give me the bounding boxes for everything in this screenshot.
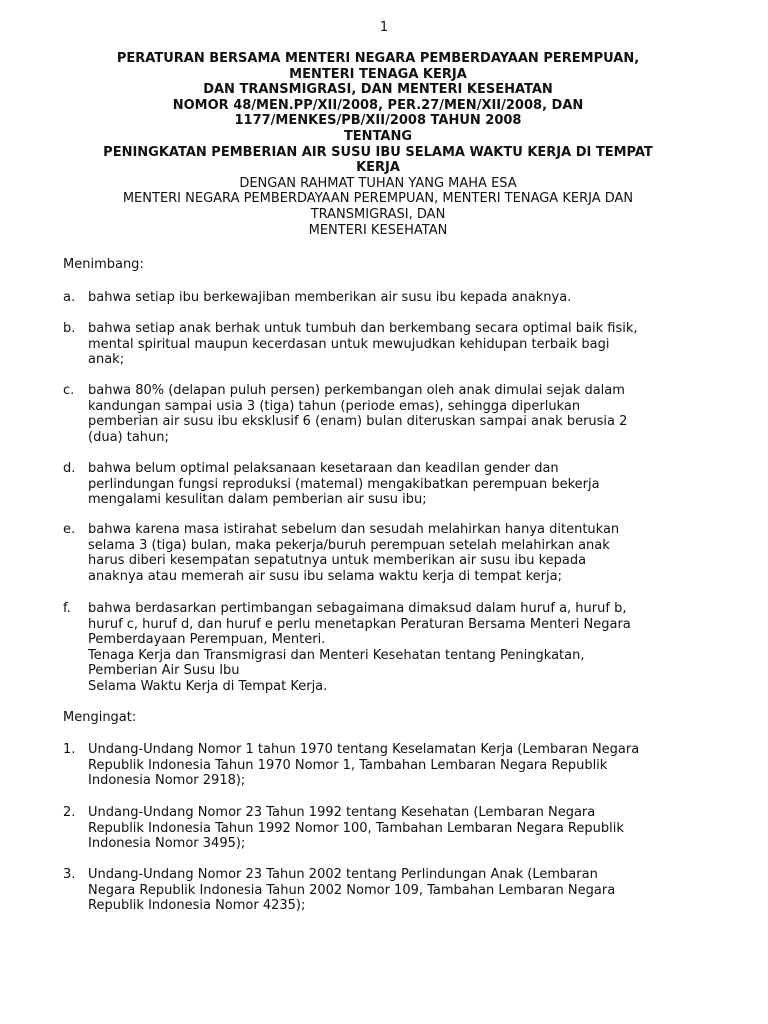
item-text: bahwa setiap anak berhak untuk tumbuh dan berkembang secara optimal baik fisik, mental spiritual maupun kecerdasan untuk mewujudkan kehidupan terbaik bagi anak; [88,321,638,368]
menimbang-item [63,601,703,695]
menimbang-item [63,383,703,445]
item-marker: d. [63,461,76,476]
page-number: 1 [379,20,389,35]
item-text: Undang-Undang Nomor 23 Tahun 2002 tentang Perlindungan Anak (Lembaran Negara Republik Indonesia Tahun 2002 Nomor 109, Tambahan Lembaran Negara Republik Indonesia Nomor 4235); [88,867,616,914]
item-marker: e. [63,522,76,537]
preamble-line: DENGAN RAHMAT TUHAN YANG MAHA ESA [239,175,517,191]
mengingat-label: Mengingat: [63,710,137,725]
title-line: NOMOR 48/MEN.PP/XII/2008, PER.27/MEN/XII/2008, DAN [172,97,584,113]
menimbang-item [63,461,703,508]
mengingat-item [63,742,703,789]
preamble-line: MENTERI KESEHATAN [308,222,448,238]
item-marker: 3. [63,867,76,882]
menimbang-item [63,290,703,306]
document-header [60,51,696,238]
item-marker: c. [63,383,75,398]
item-text: bahwa 80% (delapan puluh persen) perkembangan oleh anak dimulai sejak dalam kandungan sampai usia 3 (tiga) tahun (periode emas), sehingga diperlukan pemberian air susu ibu eksklusif 6 (enam) bulan diteruskan sampai anak berusia 2 (dua) tahun; [88,383,628,445]
title-line: TENTANG [343,128,413,144]
title-line: PENINGKATAN PEMBERIAN AIR SUSU IBU SELAMA WAKTU KERJA DI TEMPAT [103,144,653,160]
title-line: MENTERI TENAGA KERJA [289,66,467,82]
title-line: PERATURAN BERSAMA MENTERI NEGARA PEMBERDAYAAN PEREMPUAN, [116,51,640,66]
item-text: bahwa berdasarkan pertimbangan sebagaimana dimaksud dalam huruf a, huruf b, huruf c, huruf d, dan huruf e perlu menetapkan Peraturan Bersama Menteri Negara Pemberdayaan Perempuan, Menteri. Tenaga Kerja dan Transmigrasi dan Menteri Kesehatan tentang Peningkatan, Pemberian Air Susu Ibu Selama Waktu Kerja di Tempat Kerja. [88,601,631,694]
title-line: 1177/MENKES/PB/XII/2008 TAHUN 2008 [234,113,522,129]
title-line: DAN TRANSMIGRASI, DAN MENTERI KESEHATAN [203,82,553,98]
item-marker: 1. [63,742,76,757]
item-text: Undang-Undang Nomor 1 tahun 1970 tentang Keselamatan Kerja (Lembaran Negara Republik Indonesia Tahun 1970 Nomor 1, Tambahan Lembaran Negara Republik Indonesia Nomor 2918); [88,742,640,789]
item-text: bahwa karena masa istirahat sebelum dan sesudah melahirkan hanya ditentukan selama 3 (tiga) bulan, maka pekerja/buruh perempuan setelah melahirkan anak harus diberi kesempatan sepatutnya untuk memberikan air susu ibu kepada anaknya atau memerah air susu ibu selama waktu kerja di tempat kerja; [88,522,620,584]
item-marker: a. [63,290,76,305]
mengingat-item [63,805,703,852]
preamble-line: TRANSMIGRASI, DAN [310,206,446,222]
item-marker: b. [63,321,76,336]
menimbang-item [63,321,703,368]
title-line: KERJA [356,160,400,176]
item-text: bahwa belum optimal pelaksanaan kesetaraan dan keadilan gender dan perlindungan fungsi reproduksi (matemal) mengakibatkan perempuan bekerja mengalami kesulitan dalam pemberian air susu ibu; [88,461,600,508]
menimbang-label: Menimbang: [63,257,144,272]
mengingat-item [63,867,703,914]
item-marker: 2. [63,805,76,820]
menimbang-item [63,522,703,584]
item-text: Undang-Undang Nomor 23 Tahun 1992 tentang Kesehatan (Lembaran Negara Republik Indonesia Tahun 1992 Nomor 100, Tambahan Lembaran Negara Republik Indonesia Nomor 3495); [88,805,624,852]
preamble-line: MENTERI NEGARA PEMBERDAYAAN PEREMPUAN, MENTERI TENAGA KERJA DAN [122,191,634,207]
item-text: bahwa setiap ibu berkewajiban memberikan air susu ibu kepada anaknya. [88,290,572,305]
item-marker: f. [63,601,71,616]
